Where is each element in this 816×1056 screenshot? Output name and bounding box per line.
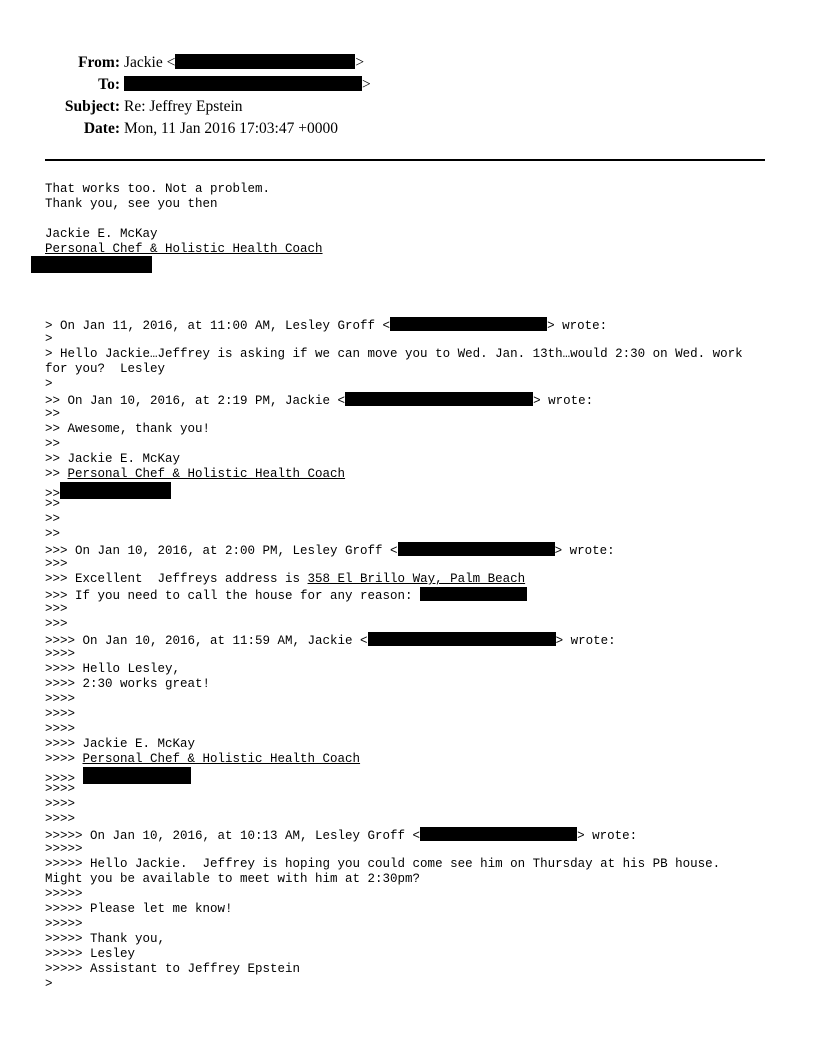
quote-header-suffix: > wrote: (555, 634, 616, 648)
blank-line (45, 287, 785, 302)
quote-line (45, 767, 785, 786)
redaction-box (345, 392, 533, 406)
quote-header-text: >> On Jan 10, 2016, at 2:19 PM, Jackie < (45, 394, 346, 408)
quote-line (45, 587, 785, 602)
quote-line: > (45, 977, 53, 991)
quote-signature-title: Personal Chef & Holistic Health Coach (82, 752, 361, 766)
address-text: 358 El Brillo Way, Palm Beach (307, 572, 526, 586)
quote-line: > (45, 332, 53, 346)
quote-line: >> Jackie E. McKay (45, 452, 181, 466)
quote-line: >>>> (45, 722, 76, 736)
quote-line: >>>>> Hello Jackie. Jeffrey is hoping you could come see him on Thursday at his PB house. (45, 857, 721, 871)
quote-line: >>> (45, 602, 68, 616)
quote-line: >>>> (45, 782, 76, 796)
quote-line: >>> (45, 617, 68, 631)
signature-title: Personal Chef & Holistic Health Coach (45, 242, 323, 256)
quote-line: >>>> (45, 797, 76, 811)
date-label: Date: (83, 120, 120, 137)
quote-prefix: >>>> (45, 752, 83, 766)
quote-line (45, 752, 785, 767)
quote-line: for you? Lesley (45, 362, 166, 376)
quote-line: >> Awesome, thank you! (45, 422, 211, 436)
quote-line: >>>> Hello Lesley, (45, 662, 181, 676)
quote-line: >>>>> Lesley (45, 947, 136, 961)
quote-prefix: >> (45, 487, 61, 501)
blank-line (45, 212, 785, 227)
quote-header (45, 632, 785, 647)
subject-value: Re: Jeffrey Epstein (124, 98, 243, 115)
quote-text: >>> Excellent Jeffreys address is (45, 572, 308, 586)
signature-name: Jackie E. McKay (45, 227, 158, 241)
quote-line: >>>> Jackie E. McKay (45, 737, 196, 751)
quote-header (45, 392, 785, 407)
to-suffix: > (362, 76, 371, 93)
redaction-box (420, 587, 527, 601)
redaction-box (420, 827, 577, 841)
from-label: From: (78, 54, 120, 71)
quote-header-text: >>>>> On Jan 10, 2016, at 10:13 AM, Lesley Groff < (45, 829, 421, 843)
body-line: Thank you, see you then (45, 197, 218, 211)
quote-header (45, 542, 785, 557)
quote-header (45, 317, 785, 332)
quote-line: >>>> 2:30 works great! (45, 677, 211, 691)
from-value (124, 53, 364, 73)
date-value: Mon, 11 Jan 2016 17:03:47 +0000 (124, 120, 338, 137)
quote-header-text: > On Jan 11, 2016, at 11:00 AM, Lesley Groff < (45, 319, 391, 333)
quote-header-text: >>> On Jan 10, 2016, at 2:00 PM, Lesley Groff < (45, 544, 398, 558)
quote-signature-title: Personal Chef & Holistic Health Coach (67, 467, 346, 481)
quote-line: >>>> (45, 812, 76, 826)
quote-header-suffix: > wrote: (554, 544, 615, 558)
quote-line: > Hello Jackie…Jeffrey is asking if we can move you to Wed. Jan. 13th…would 2:30 on Wed. work (45, 347, 743, 361)
quote-line: >>>>> (45, 842, 83, 856)
quote-line: >>>> (45, 647, 76, 661)
quote-line: >> (45, 437, 61, 451)
from-suffix: > (355, 54, 365, 71)
quote-prefix: >>>> (45, 772, 83, 786)
quote-header-suffix: > wrote: (577, 829, 638, 843)
email-body (45, 182, 785, 992)
quote-line: >>>>> Please let me know! (45, 902, 233, 916)
quote-header-suffix: > wrote: (533, 394, 594, 408)
quote-line: >> (45, 497, 61, 511)
redaction-box (368, 632, 556, 646)
quote-text: >>> If you need to call the house for any reason: (45, 589, 421, 603)
quote-line: >>>>> (45, 887, 83, 901)
redaction-box (124, 76, 362, 91)
quote-header-suffix: > wrote: (547, 319, 608, 333)
email-header (0, 0, 816, 140)
quote-line (45, 482, 785, 501)
to-label: To: (98, 76, 120, 93)
from-name: Jackie < (124, 54, 176, 71)
quote-prefix: >> (45, 467, 68, 481)
quote-line: > (45, 377, 53, 391)
redaction-box (398, 542, 555, 556)
quote-header (45, 827, 785, 842)
quote-line: >> (45, 407, 61, 421)
subject-label: Subject: (64, 98, 120, 115)
quote-line: >> (45, 527, 61, 541)
quote-line: >>>> (45, 707, 76, 721)
quote-line: >>> (45, 557, 68, 571)
blank-line (45, 272, 785, 287)
blank-line (45, 302, 785, 317)
quote-line: >>>>> (45, 917, 83, 931)
quote-line: Might you be available to meet with him at 2:30pm? (45, 872, 421, 886)
quote-line: >> (45, 512, 61, 526)
quote-line (45, 467, 785, 482)
redaction-box (175, 54, 355, 69)
redaction-box (31, 256, 152, 273)
quote-line: >>>>> Assistant to Jeffrey Epstein (45, 962, 301, 976)
redaction-box (390, 317, 547, 331)
quote-line (45, 572, 785, 587)
body-line: That works too. Not a problem. (45, 182, 271, 196)
quote-line: >>>> (45, 692, 76, 706)
quote-header-text: >>>> On Jan 10, 2016, at 11:59 AM, Jackie < (45, 634, 368, 648)
header-divider (45, 159, 765, 161)
quote-line: >>>>> Thank you, (45, 932, 166, 946)
to-value (124, 75, 371, 95)
signature-redaction-line (45, 257, 785, 272)
